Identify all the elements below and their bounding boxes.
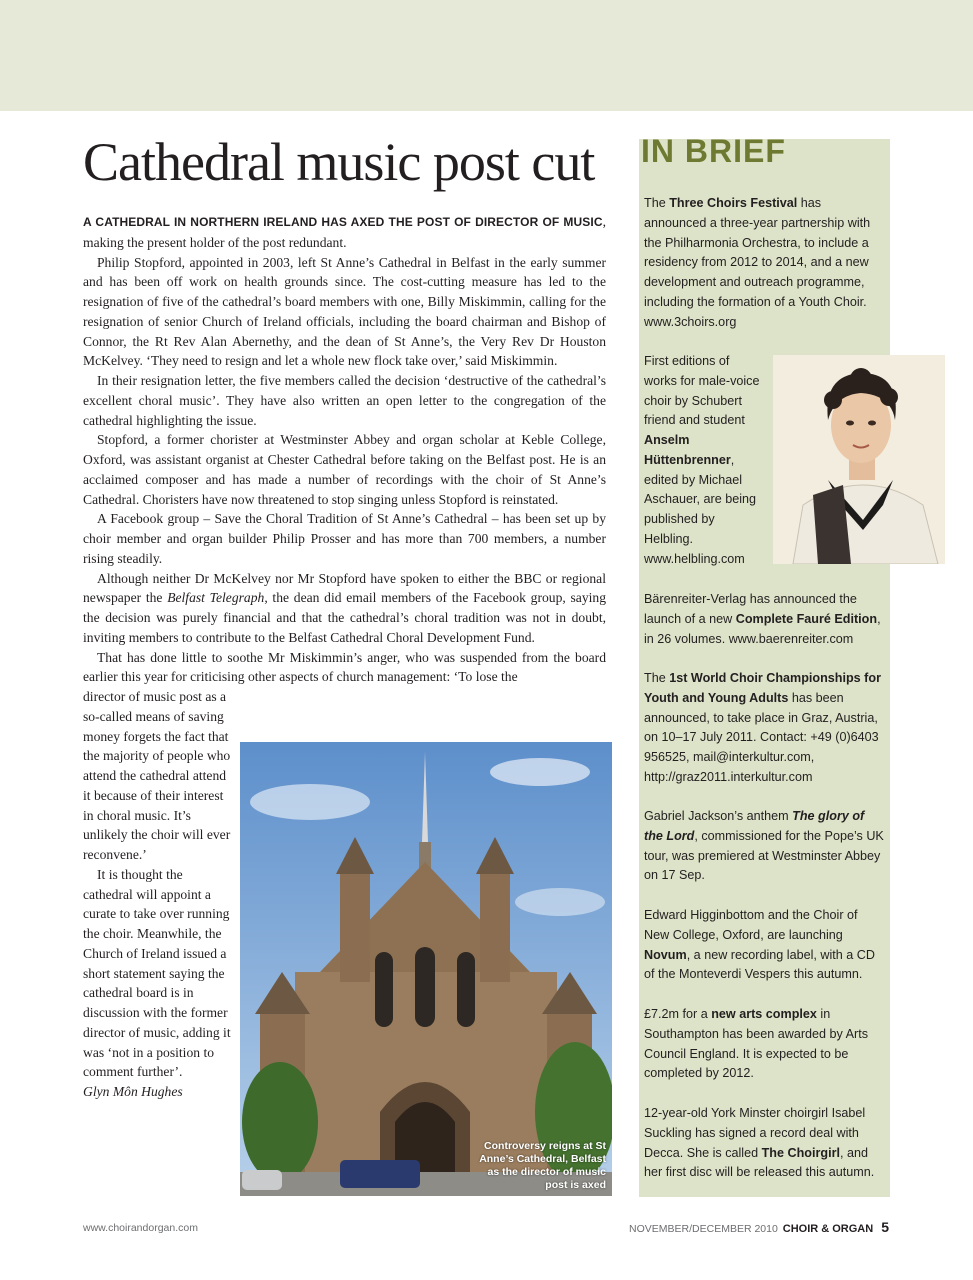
- footer-issue-info: [629, 1219, 889, 1235]
- brief-item: [644, 194, 886, 332]
- brief-highlight: Novum: [644, 947, 687, 962]
- article-lead: [83, 212, 606, 253]
- article-paragraph: Stopford, a former chorister at Westminster Abbey and organ scholar at Keble College, Oxford, was assistant organist at Chester Cathedral before taking on the Belfast post. He is an acclaimed composer and has made a number of recordings with the choir of St Anne’s Cathedral. Choristers have now threatened to stop singing unless Stopford is reinstated.: [83, 432, 606, 507]
- lead-caps: A CATHEDRAL IN NORTHERN IRELAND HAS AXED THE POST OF DIRECTOR OF MUSIC: [83, 215, 603, 229]
- brief-item: [644, 906, 886, 985]
- cathedral-photo: [240, 742, 612, 1196]
- brief-text: , edited by Michael Aschauer, are being published by Helbling. www.helbling.com: [644, 452, 757, 566]
- brief-text: Edward Higginbottom and the Choir of New College, Oxford, are launching: [644, 908, 858, 942]
- newspaper-title: Belfast Telegraph: [167, 590, 265, 606]
- brief-text: £7.2m for a: [644, 1007, 712, 1021]
- brief-text: , a new recording label, with a CD of the Monteverdi Vespers this autumn.: [644, 947, 875, 982]
- brief-text: has been announced, to take place in Graz, Austria, on 10–17 July 2011. Contact: +49 (0)6403 956525, mail@interkultur.com, http://graz2011.interkultur.com: [644, 690, 879, 784]
- footer-url: www.choirandorgan.com: [83, 1222, 198, 1234]
- brief-item: [644, 1104, 886, 1183]
- article-paragraph-wrap: It is thought the cathedral will appoint a curate to take over running the choir. Meanwhile, the Church of Ireland issued a short statement saying the cathedral board is in discussion with the former director of music, adding it was ‘not in a position to comment further’.: [83, 866, 231, 1080]
- headline: Cathedral music post cut: [83, 132, 595, 192]
- brief-text: , and her first disc will be released this autumn.: [644, 1145, 875, 1180]
- brief-text: First editions of works for male-voice choir by Schubert friend and student: [644, 354, 760, 428]
- brief-text: , in 26 volumes. www.baerenreiter.com: [644, 611, 881, 646]
- brief-highlight: The Choirgirl: [761, 1145, 840, 1160]
- article-paragraph: In their resignation letter, the five members called the decision ‘destructive of the cathedral’s excellent choral music’. They have also written an open letter to the congregation of the cathedral highlighting the issue.: [83, 373, 606, 428]
- brief-text: Bärenreiter-Verlag has announced the launch of a new: [644, 592, 857, 626]
- brief-highlight: Anselm Hüttenbrenner: [644, 433, 731, 467]
- brief-item: [644, 590, 886, 649]
- brief-item: [644, 1005, 886, 1084]
- page-number: 5: [881, 1219, 889, 1235]
- article-paragraph: A Facebook group – Save the Choral Tradition of St Anne’s Cathedral – has been set up by choir member and organ builder Philip Prosser and has more than 700 members, a number rising steadily.: [83, 511, 606, 566]
- brief-text: Gabriel Jackson’s anthem: [644, 809, 793, 823]
- cathedral-illustration: [240, 742, 612, 1196]
- brief-highlight: Three Choirs Festival: [669, 196, 798, 210]
- brief-text: 12-year-old York Minster choirgirl Isabel Suckling has signed a record deal with Decca. She is called: [644, 1106, 866, 1160]
- brief-highlight: new arts complex: [711, 1007, 817, 1021]
- brief-text: The: [644, 196, 670, 210]
- p5-text-a: Although neither Dr McKelvey nor Mr Stopford have spoken to either the BBC or regional newspaper the: [83, 570, 606, 606]
- brief-highlight: 1st World Choir Championships for Youth and Young Adults: [644, 671, 881, 705]
- brief-text: , commissioned for the Pope’s UK tour, was premiered at Westminster Abbey on 17 Sep.: [644, 828, 884, 883]
- article-paragraph-wrap: director of music post as a so-called means of saving money forgets the fact that the majority of people who attend the cathedral attend it because of their interest in choral music. It’s unlikely the choir will ever reconvene.’: [83, 689, 231, 862]
- brief-text: The: [644, 671, 670, 685]
- sidebar-title: IN BRIEF: [641, 133, 786, 169]
- photo-caption: Controversy reigns at St Anne’s Cathedral, Belfast as the director of music post is axed: [479, 1140, 606, 1191]
- brief-item: [644, 352, 762, 569]
- article-paragraph: [83, 569, 606, 648]
- p5-text-b: , the dean did email members of the Facebook group, saying the decision was purely financial and that the cathedral’s choral tradition was not in doubt, inviting members to contribute to the Belfast Cathedral Choral Development Fund.: [83, 590, 606, 645]
- brief-item: [644, 669, 886, 788]
- byline: Glyn Môn Hughes: [83, 1084, 183, 1099]
- brief-highlight: Complete Fauré Edition: [735, 611, 878, 626]
- brief-item: [644, 807, 886, 886]
- brief-text: has announced a three-year partnership with the Philharmonia Orchestra, to include a residency from 2012 to 2014, and a new development and outreach programme, including the formation of a Youth Choir. www.3choirs.org: [644, 196, 871, 329]
- brief-text: in Southampton has been awarded by Arts Council England. It is expected to be completed by 2012.: [644, 1007, 869, 1081]
- article-paragraph: That has done little to soothe Mr Miskimmin’s anger, who was suspended from the board earlier this year for criticising other aspects of church management: ‘To lose the: [83, 649, 606, 685]
- issue-date: NOVEMBER/DECEMBER 2010: [629, 1223, 778, 1235]
- header-band: [0, 0, 973, 111]
- composer-portrait: [773, 355, 945, 564]
- article-paragraph: Philip Stopford, appointed in 2003, left St Anne’s Cathedral in Belfast in the early summer and has been off work on health grounds since. The cost-cutting measure has led to the resignation of five of the cathedral’s board members with one, Billy Miskimmin, calling for the resignation of senior Church of Ireland officials, including the board chairman and Bishop of Connor, the Rt Rev Alan Abernethy, and the dean of St Anne’s, the Very Rev Dr Houston McKelvey. ‘They need to resign and let a whole new flock take over,’ said Miskimmin.: [83, 254, 606, 369]
- portrait-illustration: [773, 355, 945, 564]
- magazine-name: CHOIR & ORGAN: [782, 1223, 874, 1235]
- lead-rest: , making the present holder of the post redundant.: [83, 214, 606, 250]
- brief-highlight: The glory of the Lord: [644, 809, 865, 843]
